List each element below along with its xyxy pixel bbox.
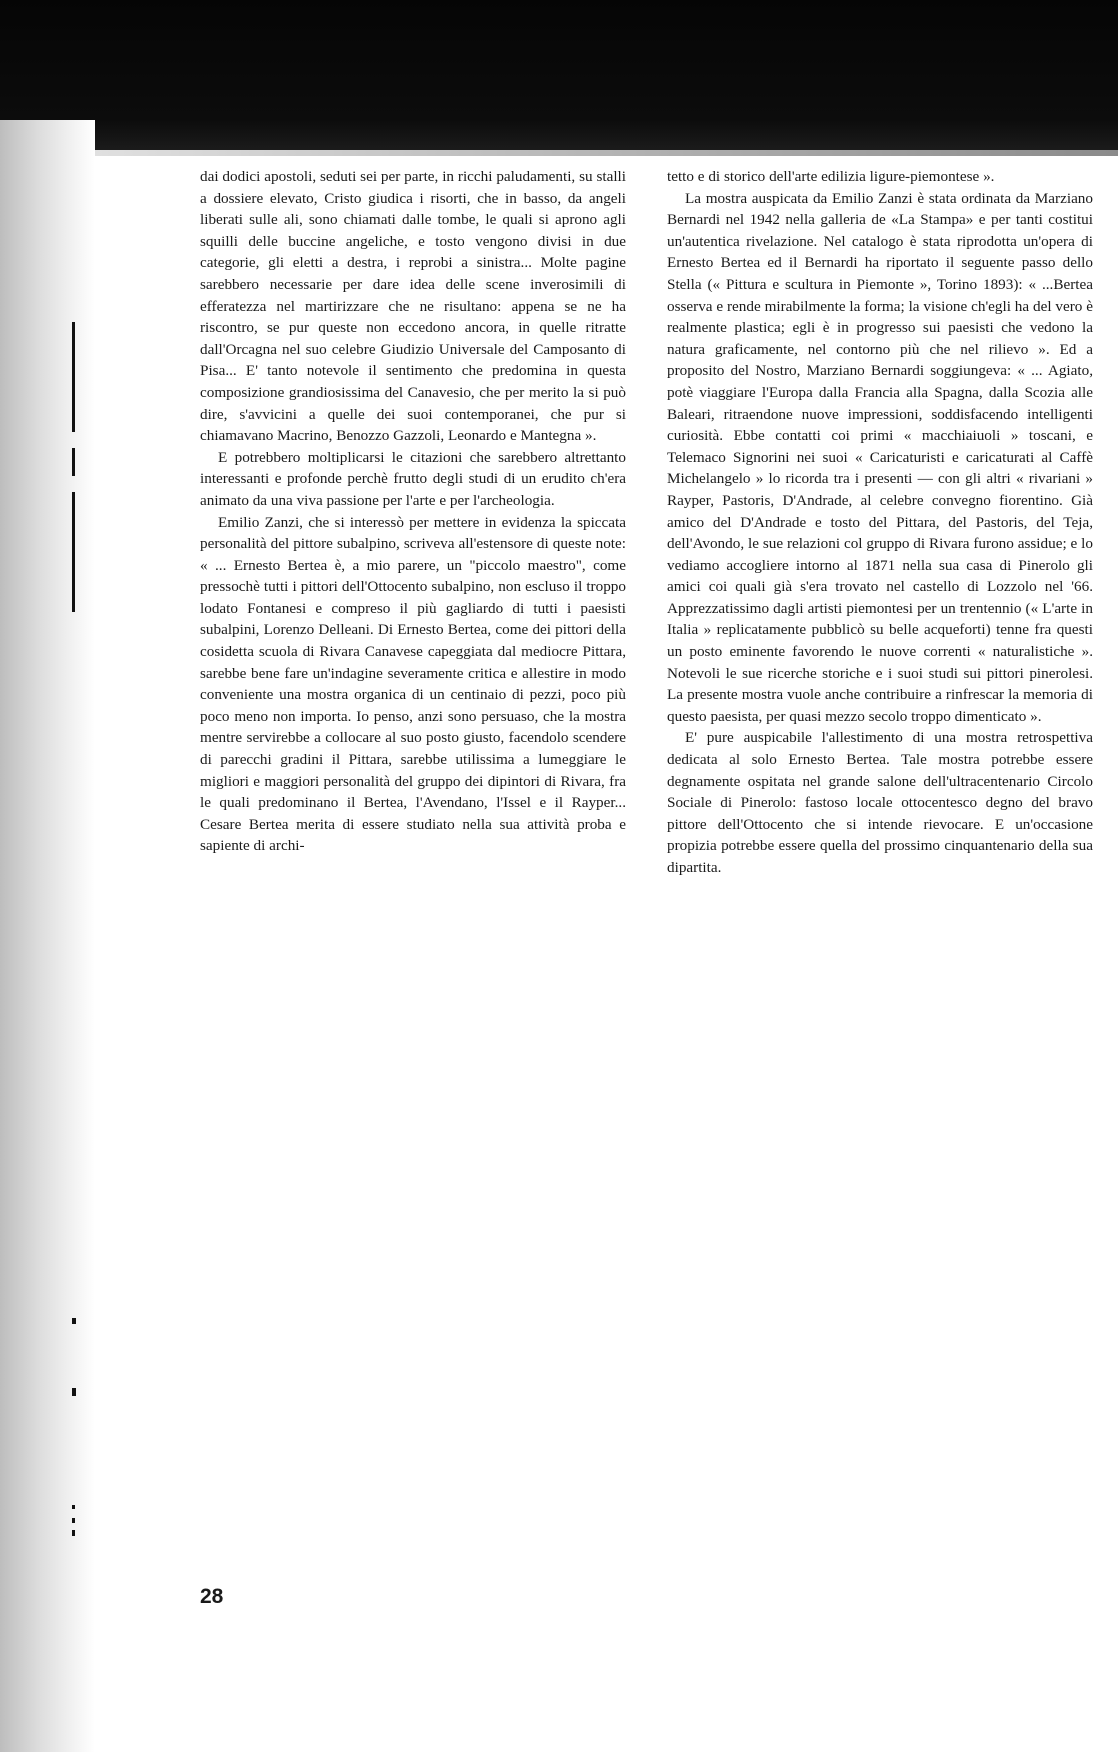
binding-dot xyxy=(72,1318,76,1324)
binding-dot xyxy=(72,1518,75,1523)
text-column-right xyxy=(667,166,1093,879)
binding-mark xyxy=(72,322,75,432)
scan-page-edge xyxy=(40,150,1118,156)
paragraph: Emilio Zanzi, che si interessò per mettere in evidenza la spiccata personalità del pittore subalpino, scriveva all'estensore di queste note: « ... Ernesto Bertea è, a mio parere, un "piccolo maestro", come pressochè tutti i pittori dell'Ottocento subalpino, non escluso il troppo lodato Fontanesi e compreso il più gagliardo di tutti i paesisti subalpini, Lorenzo Delleani. Di Ernesto Bertea, come dei pittori della cosidetta scuola di Rivara Canavese capeggiata dal mediocre Pittara, sarebbe bene fare un'indagine severamente critica e allestire in modo conveniente una mostra organica di un centinaio di pezzi, poco più poco meno non importa. Io penso, anzi sono persuaso, che la mostra mentre servirebbe a collocare al suo posto giusto, facendolo scendere di parecchi gradini il Pittara, sarebbe utilissima a lumeggiare le migliori e maggiori personalità del gruppo dei dipintori di Rivara, fra le quali predominano il Bertea, l'Avendano, l'Issel e il Rayper... Cesare Bertea merita di essere studiato nella sua attività proba e sapiente di archi- xyxy=(200,513,626,855)
page-number: 28 xyxy=(200,1585,224,1608)
binding-mark xyxy=(72,448,75,476)
binding-dot xyxy=(72,1530,75,1536)
scan-top-shadow xyxy=(0,0,1118,150)
scan-binding-edge xyxy=(0,120,95,1752)
text-column-left xyxy=(200,166,626,857)
paragraph: dai dodici apostoli, seduti sei per parte, in ricchi paludamenti, su stalli a dossiere elevato, Cristo giudica i risorti, che in basso, da angeli liberati sulle ali, sono chiamati dalle tombe, le quali si aprono agli squilli delle buccine angeliche, e tosto vengono divisi in due categorie, gli eletti a destra, i reprobi a sinistra... Molte pagine sarebbero necessarie per dare idea delle scene inverosimili di efferatezza nel martirizzare che ne risultano: appena se ne ha riscontro, se pur queste non eccedono ancora, in quelle ritratte dall'Orcagna nel suo celebre Giudizio Universale del Camposanto di Pisa... E' tanto notevole il sentimento che predomina in questa composizione grandiosissima del Canavesio, che per merito la si può dire, s'avvicini a quelle dei suoi contemporanei, che pur si chiamavano Macrino, Benozzo Gazzoli, Leonardo e Mantegna ». xyxy=(200,168,626,445)
paragraph: E' pure auspicabile l'allestimento di una mostra retrospettiva dedicata al solo Ernesto Bertea. Tale mostra potrebbe essere degnamente ospitata nel grande salone dell'ultracentenario Circolo Sociale di Pinerolo: fastoso locale ottocentesco degno del bravo pittore dell'Ottocento che si intende rievocare. E un'occasione propizia potrebbe essere quella del prossimo cinquantenario della sua dipartita. xyxy=(667,729,1093,876)
paragraph: tetto e di storico dell'arte edilizia ligure-piemontese ». xyxy=(667,168,995,185)
binding-dot xyxy=(72,1388,76,1396)
binding-mark xyxy=(72,492,75,612)
paragraph: La mostra auspicata da Emilio Zanzi è stata ordinata da Marziano Bernardi nel 1942 nella galleria de «La Stampa» e per tanti costitui un'autentica rivelazione. Nel catalogo è stata riprodotta un'opera di Ernesto Bertea ed il Bernardi ha riportato il seguente passo dello Stella (« Pittura e scultura in Piemonte », Torino 1893): « ...Bertea osserva e rende mirabilmente la forma; la visione ch'egli ha del vero è realmente plastica; egli è in progresso sui paesisti che vedono la natura graficamente, nel contorno più che nel rilievo ». Ed a proposito del Nostro, Marziano Bernardi soggiungeva: « ... Agiato, potè viaggiare l'Europa dalla Francia alla Spagna, dalla Scozia alle Baleari, ritraendone nuove impressioni, soddisfacendo intelligenti curiosità. Ebbe contatti coi primi « macchiaiuoli » toscani, e Telemaco Signorini nei suoi « Caricaturisti e caricaturati al Caffè Michelangelo » lo ricorda tra i presenti — con gli altri « rivariani » Rayper, Pastoris, D'Andrade, al celebre convegno fiorentino. Già amico del D'Andrade e tosto del Pittara, del Pastoris, del Teja, dell'Avondo, le sue relazioni col gruppo di Rivara furono assidue; e lo vediamo accogliere intorno al 1871 nella sua casa di Pinerolo gli amici coi quali già s'era trovato nel castello di Lozzolo nel '66. Apprezzatissimo dagli artisti piemontesi per un trentennio (« L'arte in Italia » replicatamente pubblicò su belle acqueforti) tenne fra questi un posto eminente favorendo le nuove correnti « naturalistiche ». Notevoli le sue ricerche storiche e i suoi studi sui pittori pinerolesi. La presente mostra vuole anche contribuire a rinfrescar la memoria di questo paesista, per quasi mezzo secolo troppo dimenticato ». xyxy=(667,189,1093,725)
binding-dot xyxy=(72,1505,75,1509)
paragraph: E potrebbero moltiplicarsi le citazioni che sarebbero altrettanto interessanti e profonde perchè frutto degli studi di un erudito ch'era animato da una viva passione per l'arte e per l'archeologia. xyxy=(200,448,626,509)
